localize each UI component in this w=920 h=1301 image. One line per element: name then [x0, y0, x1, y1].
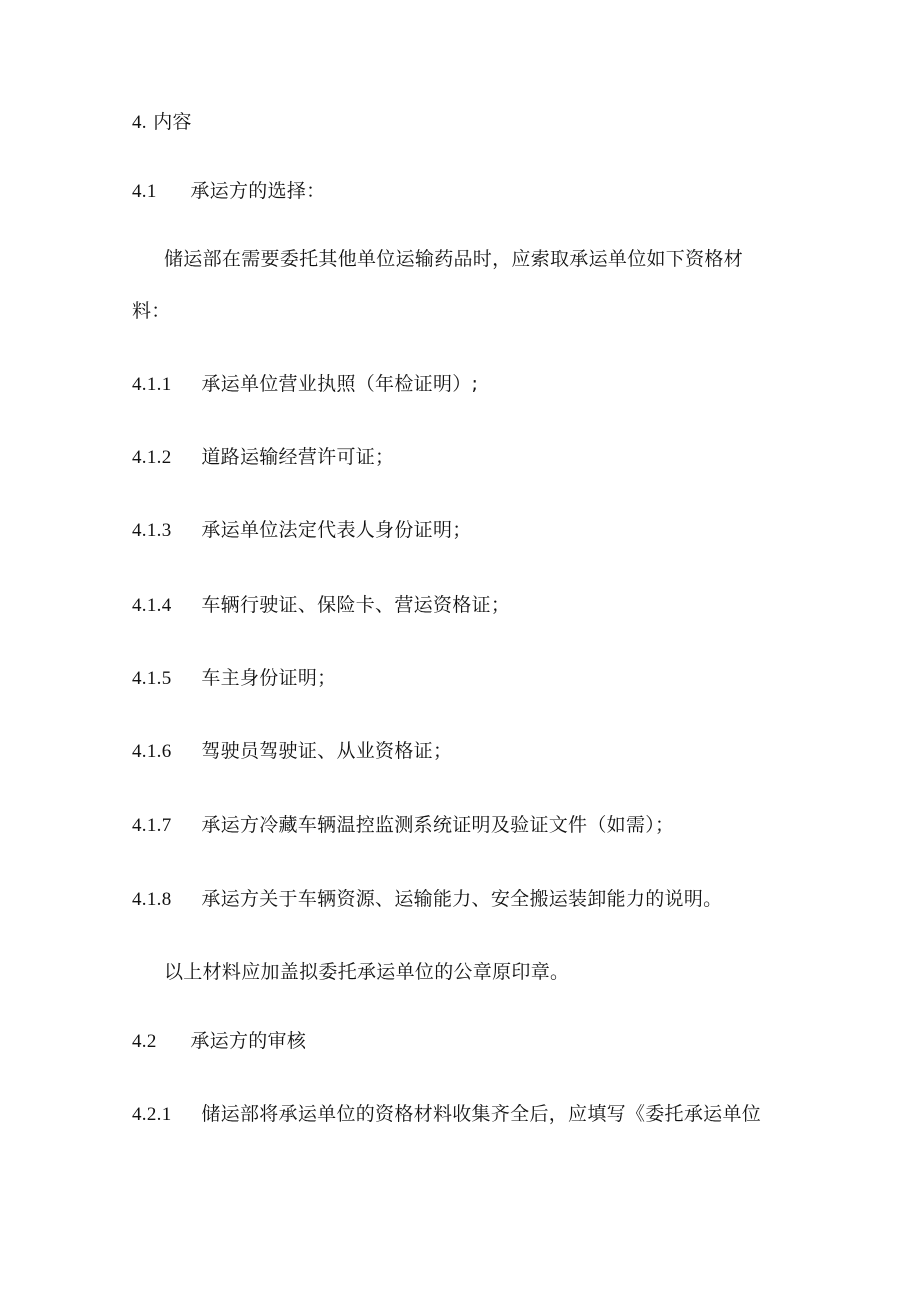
item-number: 4.1.4: [132, 595, 172, 616]
item-text: 驾驶员驾驶证、从业资格证；: [201, 740, 453, 762]
intro-paragraph-line-2: 料：: [132, 300, 171, 322]
list-item: [132, 592, 510, 619]
subsection-title: 承运方的选择：: [190, 180, 326, 202]
subsection-number: 4.2: [132, 1031, 157, 1052]
list-item: [132, 665, 336, 692]
list-item: [132, 371, 478, 398]
clause-number: 4.2.1: [132, 1104, 172, 1125]
item-number: 4.1.6: [132, 741, 172, 762]
section-title: 内容: [153, 111, 192, 133]
item-text: 道路运输经营许可证；: [201, 446, 395, 468]
item-number: 4.1.3: [132, 520, 172, 541]
item-number: 4.1.8: [132, 889, 172, 910]
section-heading: [132, 109, 192, 136]
clause-text: 储运部将承运单位的资格材料收集齐全后，应填写《委托承运单位: [201, 1103, 762, 1125]
item-text: 承运方冷藏车辆温控监测系统证明及验证文件（如需）；: [201, 814, 675, 836]
clause-4-2-1: [132, 1101, 761, 1128]
item-text: 承运方关于车辆资源、运输能力、安全搬运装卸能力的说明。: [201, 888, 723, 910]
seal-note: 以上材料应加盖拟委托承运单位的公章原印章。: [164, 961, 570, 983]
subsection-4-2: [132, 1028, 306, 1055]
item-number: 4.1.1: [132, 374, 172, 395]
item-number: 4.1.2: [132, 447, 172, 468]
item-text: 承运单位法定代表人身份证明；: [201, 519, 472, 541]
item-text: 车主身份证明；: [201, 667, 337, 689]
list-item: [132, 444, 394, 471]
subsection-number: 4.1: [132, 181, 157, 202]
list-item: [132, 812, 674, 839]
item-text: 车辆行驶证、保险卡、营运资格证；: [201, 594, 511, 616]
item-text: 承运单位营业执照（年检证明）;: [201, 373, 479, 395]
subsection-title: 承运方的审核: [190, 1030, 307, 1052]
list-item: [132, 738, 452, 765]
list-item: [132, 886, 722, 913]
intro-paragraph-line-1: 储运部在需要委托其他单位运输药品时，应索取承运单位如下资格材: [164, 248, 744, 270]
list-item: [132, 517, 472, 544]
subsection-4-1: [132, 178, 325, 205]
item-number: 4.1.5: [132, 668, 172, 689]
section-number: 4.: [132, 112, 147, 133]
item-number: 4.1.7: [132, 815, 172, 836]
